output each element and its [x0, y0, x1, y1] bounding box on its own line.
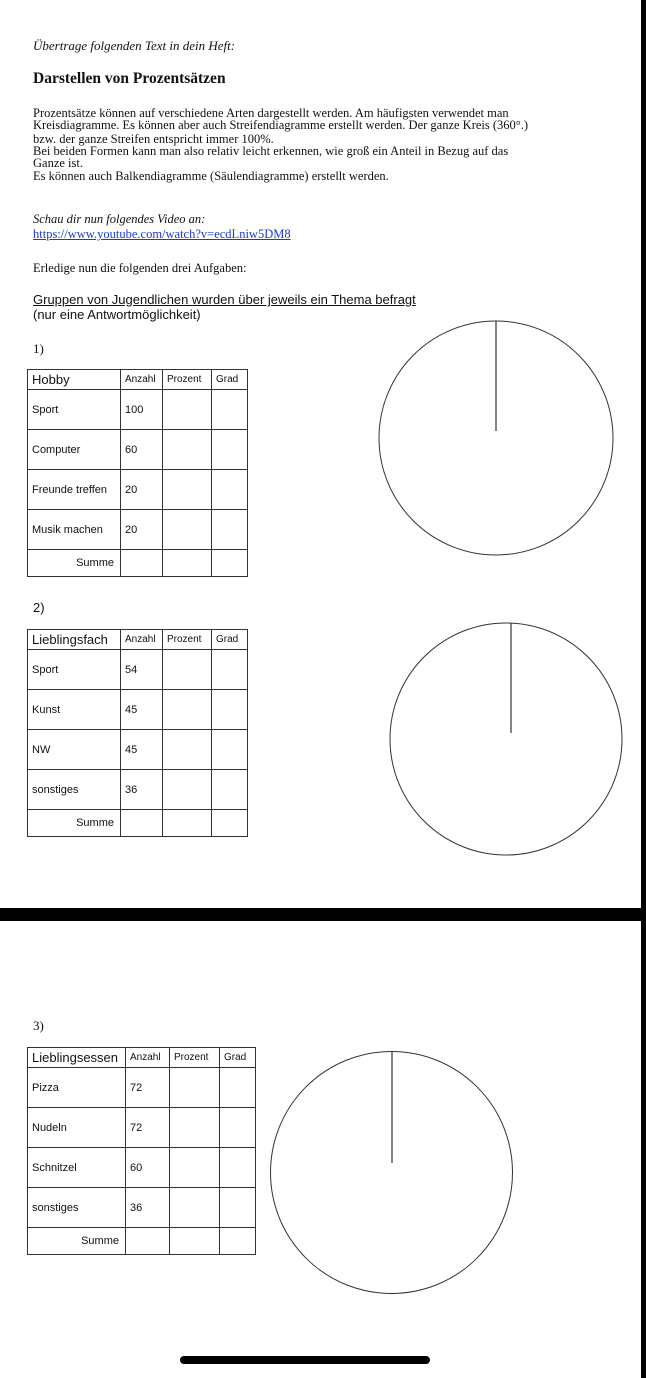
row-count: 36 — [126, 1188, 170, 1228]
home-indicator-bar[interactable] — [180, 1356, 430, 1364]
sum-percent-cell[interactable] — [170, 1228, 220, 1255]
percent-cell[interactable] — [170, 1148, 220, 1188]
degree-cell[interactable] — [212, 690, 248, 730]
category-header: Lieblingsessen — [28, 1048, 126, 1068]
sum-percent-cell[interactable] — [163, 810, 212, 837]
row-count: 60 — [126, 1148, 170, 1188]
row-count: 60 — [121, 430, 163, 470]
percent-cell[interactable] — [170, 1108, 220, 1148]
row-count: 20 — [121, 510, 163, 550]
empty-pie-circle-3 — [269, 1050, 514, 1295]
row-count: 45 — [121, 690, 163, 730]
sum-degree-cell[interactable] — [212, 810, 248, 837]
category-header: Lieblingsfach — [28, 630, 121, 650]
sum-degree-cell[interactable] — [212, 550, 248, 577]
survey-subtitle: (nur eine Antwortmöglichkeit) — [33, 307, 201, 322]
count-header: Anzahl — [121, 630, 163, 650]
favorite-food-table — [27, 1047, 256, 1255]
percent-cell[interactable] — [163, 690, 212, 730]
row-count: 20 — [121, 470, 163, 510]
row-count: 54 — [121, 650, 163, 690]
degree-cell[interactable] — [212, 430, 248, 470]
degree-cell[interactable] — [212, 650, 248, 690]
empty-pie-circle-2 — [388, 621, 624, 857]
worksheet-page-2 — [0, 921, 641, 1378]
degree-cell[interactable] — [212, 770, 248, 810]
row-label: Schnitzel — [28, 1148, 126, 1188]
row-label: sonstiges — [28, 1188, 126, 1228]
row-count: 72 — [126, 1068, 170, 1108]
degree-cell[interactable] — [220, 1188, 256, 1228]
task-number: 2) — [33, 600, 45, 615]
sum-count-cell[interactable] — [121, 810, 163, 837]
percent-cell[interactable] — [170, 1068, 220, 1108]
sum-label: Summe — [28, 810, 121, 837]
row-count: 72 — [126, 1108, 170, 1148]
count-header: Anzahl — [121, 370, 163, 390]
row-label: Pizza — [28, 1068, 126, 1108]
row-label: sonstiges — [28, 770, 121, 810]
sum-count-cell[interactable] — [121, 550, 163, 577]
sum-count-cell[interactable] — [126, 1228, 170, 1255]
paragraph-line: Ganze ist. — [33, 156, 83, 170]
sum-degree-cell[interactable] — [220, 1228, 256, 1255]
paragraph-line: Es können auch Balkendiagramme (Säulendiagramme) erstellt werden. — [33, 169, 389, 183]
paragraph-line: bzw. der ganze Streifen entspricht immer 100%. — [33, 132, 274, 146]
row-count: 100 — [121, 390, 163, 430]
row-label: Sport — [28, 390, 121, 430]
degree-cell[interactable] — [220, 1068, 256, 1108]
sum-label: Summe — [28, 1228, 126, 1255]
percent-cell[interactable] — [163, 730, 212, 770]
percent-cell[interactable] — [163, 650, 212, 690]
percent-cell[interactable] — [170, 1188, 220, 1228]
percent-cell[interactable] — [163, 390, 212, 430]
empty-pie-circle-1 — [377, 319, 615, 557]
percent-header: Prozent — [163, 370, 212, 390]
row-label: NW — [28, 730, 121, 770]
degree-cell[interactable] — [220, 1108, 256, 1148]
row-label: Kunst — [28, 690, 121, 730]
video-link[interactable]: https://www.youtube.com/watch?v=ecdLniw5DM8 — [33, 227, 291, 241]
count-header: Anzahl — [126, 1048, 170, 1068]
row-count: 45 — [121, 730, 163, 770]
row-label: Nudeln — [28, 1108, 126, 1148]
percent-header: Prozent — [170, 1048, 220, 1068]
percent-cell[interactable] — [163, 770, 212, 810]
row-label: Musik machen — [28, 510, 121, 550]
favorite-subject-table — [27, 629, 248, 837]
percent-cell[interactable] — [163, 470, 212, 510]
paragraph-line: Prozentsätze können auf verschiedene Arten dargestellt werden. Am häufigsten verwendet man — [33, 106, 509, 120]
paragraph-line: Bei beiden Formen kann man also relativ leicht erkennen, wie groß ein Anteil in Bezug auf das — [33, 144, 509, 158]
video-prompt: Schau dir nun folgendes Video an: — [33, 212, 206, 226]
row-label: Freunde treffen — [28, 470, 121, 510]
percent-cell[interactable] — [163, 510, 212, 550]
category-header: Hobby — [28, 370, 121, 390]
degree-cell[interactable] — [220, 1148, 256, 1188]
hobby-table — [27, 369, 248, 577]
row-label: Sport — [28, 650, 121, 690]
degree-cell[interactable] — [212, 470, 248, 510]
degree-header: Grad — [212, 370, 248, 390]
paragraph-line: Kreisdiagramme. Es können aber auch Streifendiagramme erstellt werden. Der ganze Kreis (360°.) — [33, 118, 529, 132]
percent-header: Prozent — [163, 630, 212, 650]
instruction-text: Übertrage folgenden Text in dein Heft: — [33, 38, 236, 53]
sum-percent-cell[interactable] — [163, 550, 212, 577]
task-number: 1) — [33, 341, 44, 356]
degree-cell[interactable] — [212, 390, 248, 430]
row-label: Computer — [28, 430, 121, 470]
task-prompt: Erledige nun die folgenden drei Aufgaben: — [33, 261, 247, 275]
degree-cell[interactable] — [212, 510, 248, 550]
degree-header: Grad — [220, 1048, 256, 1068]
percent-cell[interactable] — [163, 430, 212, 470]
sum-label: Summe — [28, 550, 121, 577]
survey-title: Gruppen von Jugendlichen wurden über jeweils ein Thema befragt — [33, 292, 416, 307]
row-count: 36 — [121, 770, 163, 810]
degree-header: Grad — [212, 630, 248, 650]
degree-cell[interactable] — [212, 730, 248, 770]
task-number: 3) — [33, 1018, 44, 1033]
page-heading: Darstellen von Prozentsätzen — [33, 70, 226, 87]
